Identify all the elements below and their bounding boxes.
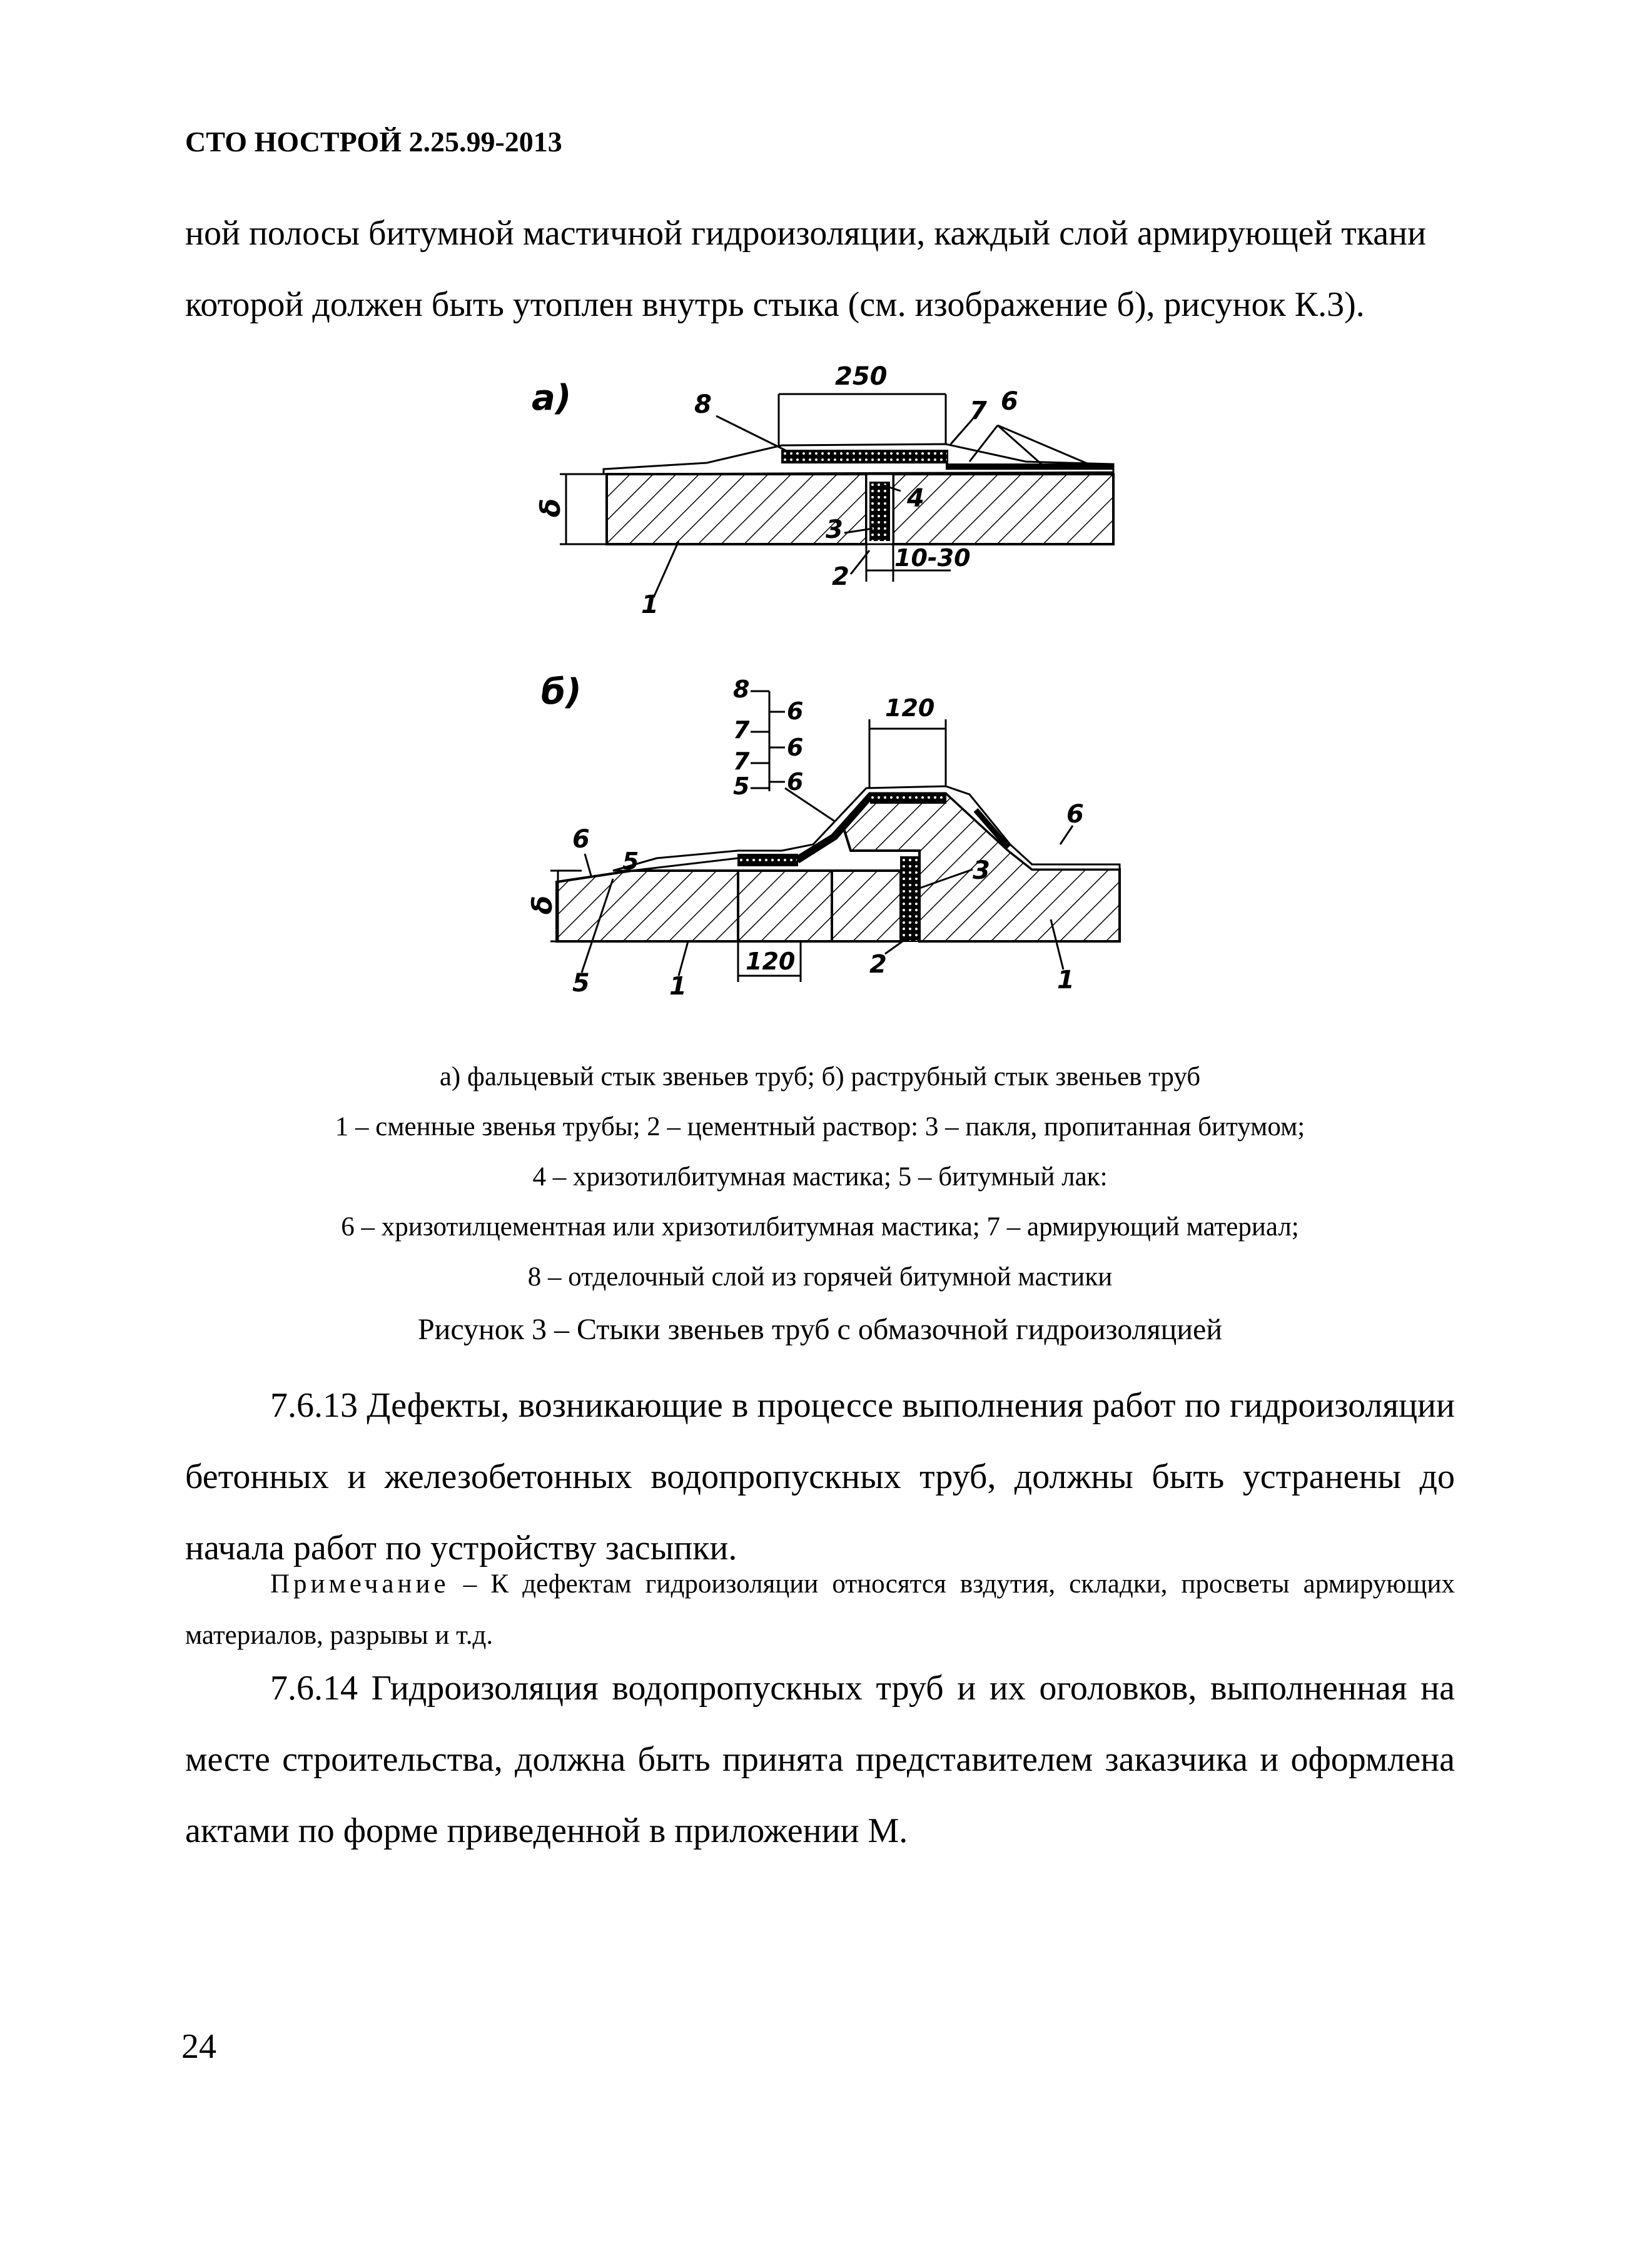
callout-b-1-left: 1 xyxy=(669,972,687,1001)
stack-7a: 7 xyxy=(733,716,750,744)
thickness-b: δ xyxy=(527,895,559,914)
dim-b-120-top: 120 xyxy=(885,694,935,722)
dim-a-250: 250 xyxy=(835,362,888,391)
callout-b-2: 2 xyxy=(869,950,887,979)
dim-b-120-bottom: 120 xyxy=(746,948,796,975)
section-7-6-13: 7.6.13 Дефекты, возникающие в процессе выполнения работ по гидроизоляции бетонных и железобетонных водопропускных труб, должны быть устранены до начала работ по устройству засыпки. xyxy=(185,1386,1455,1567)
page-number: 24 xyxy=(181,2027,216,2066)
note-label: Примечание xyxy=(270,1569,450,1599)
caption-line-3: 4 – хризотилбитумная мастика; 5 – битумный лак: xyxy=(532,1162,1108,1192)
stack-6a: 6 xyxy=(787,697,804,725)
callout-b-5-top: 5 xyxy=(622,848,639,875)
callout-a-6: 6 xyxy=(1001,387,1018,416)
intro-line-1: ной полосы битумной мастичной гидроизоляции, каждый слой армирующей ткани xyxy=(185,214,1427,253)
caption-line-4: 6 – хризотилцементная или хризотилбитумная мастика; 7 – армирующий материал; xyxy=(341,1212,1299,1242)
callout-a-7: 7 xyxy=(969,397,987,425)
stack-5: 5 xyxy=(733,772,750,800)
caption-line-2: 1 – сменные звенья трубы; 2 – цементный раствор: 3 – пакля, пропитанная битумом; xyxy=(335,1112,1305,1142)
label-b: б) xyxy=(541,672,582,712)
stack-7b: 7 xyxy=(733,747,750,775)
figure-part-a xyxy=(532,362,1113,619)
callout-b-6-right: 6 xyxy=(1066,800,1084,829)
stack-8: 8 xyxy=(733,676,750,703)
section-7-6-14: 7.6.14 Гидроизоляция водопропускных труб и их оголовков, выполненная на месте строительства, должна быть принята представителем заказчика и оформлена актами по форме приведенной в приложении М. xyxy=(185,1669,1455,1850)
document-header: СТО НОСТРОЙ 2.25.99-2013 xyxy=(185,126,562,158)
intro-line-2: которой должен быть утоплен внутрь стыка (см. изображение б), рисунок К.3). xyxy=(185,285,1365,324)
intro-paragraph xyxy=(185,198,1455,340)
callout-b-5-bottom: 5 xyxy=(572,969,590,998)
figure-part-b xyxy=(527,672,1120,1001)
caption-line-5: 8 – отделочный слой из горячей битумной мастики xyxy=(527,1262,1113,1292)
stack-6c: 6 xyxy=(787,768,804,796)
thickness-a: δ xyxy=(535,498,567,517)
callout-a-2: 2 xyxy=(832,562,849,591)
label-a: а) xyxy=(532,378,572,418)
callout-b-3: 3 xyxy=(973,856,990,885)
figure-3-drawing xyxy=(500,350,1176,1013)
callout-a-1: 1 xyxy=(641,590,659,619)
figure-title: Рисунок 3 – Стыки звеньев труб с обмазочной гидроизоляцией xyxy=(417,1313,1223,1346)
callout-a-8: 8 xyxy=(694,390,712,419)
stack-6b: 6 xyxy=(787,734,804,761)
callout-b-1-right: 1 xyxy=(1057,966,1075,995)
note-paragraph xyxy=(185,1559,1455,1661)
dim-a-10-30: 10-30 xyxy=(894,544,971,572)
caption-line-1: а) фальцевый стык звеньев труб; б) раструбный стык звеньев труб xyxy=(439,1062,1201,1091)
callout-b-6-left: 6 xyxy=(572,825,590,854)
note-text: – К дефектам гидроизоляции относятся вздутия, складки, просветы армирующих материалов, разрывы и т.д. xyxy=(185,1569,1455,1650)
callout-a-3: 3 xyxy=(826,515,843,544)
callout-a-4: 4 xyxy=(907,484,924,513)
